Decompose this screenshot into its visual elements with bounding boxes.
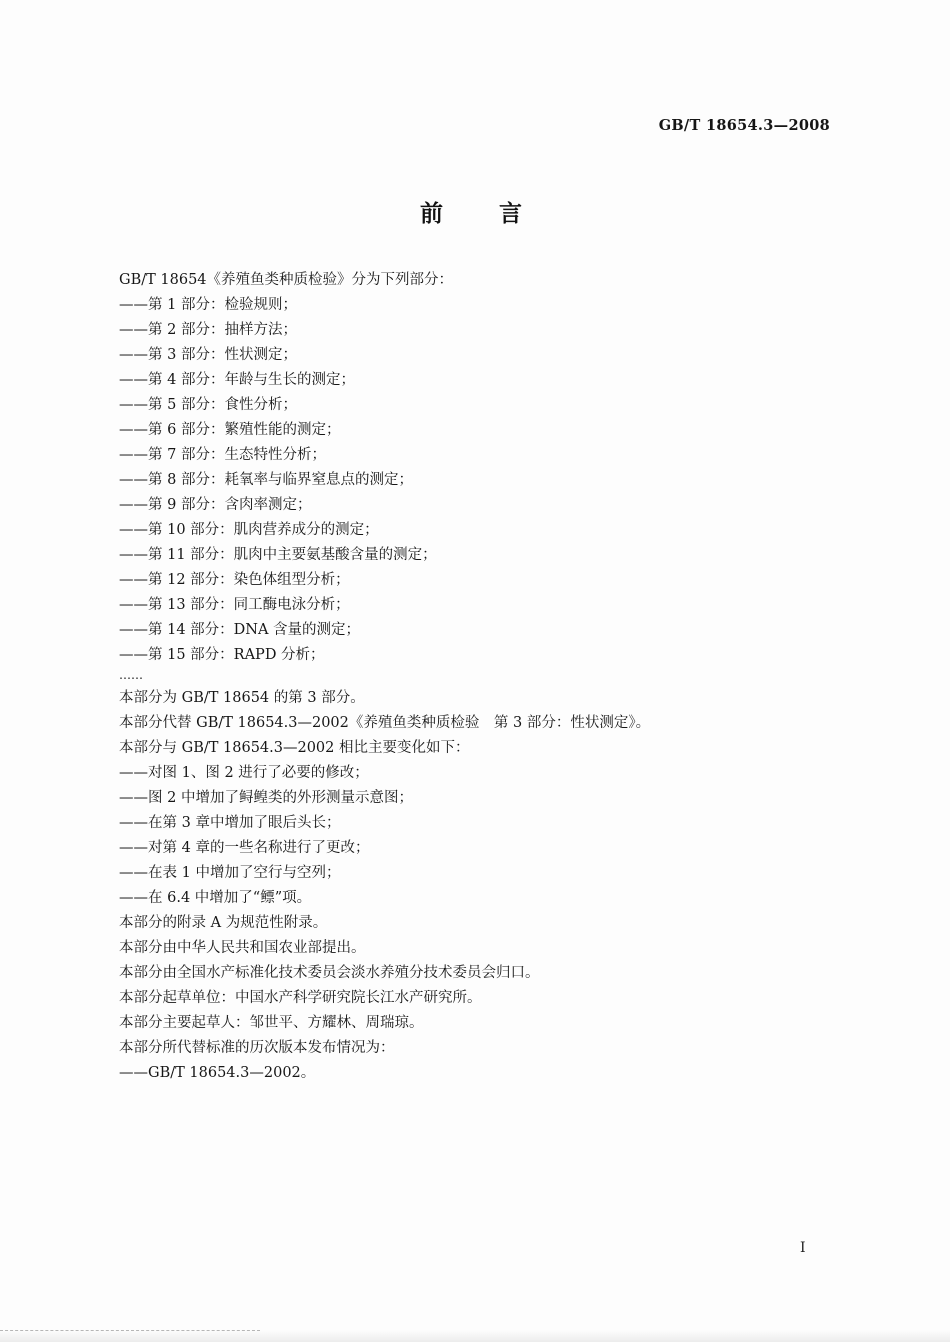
paragraph-line: 本部分主要起草人：邹世平、方耀林、周瑞琼。 xyxy=(119,1015,424,1031)
part-list-item: ——第 1 部分：检验规则； xyxy=(119,297,297,313)
paragraph-line: 本部分与 GB/T 18654.3—2002 相比主要变化如下： xyxy=(119,740,470,756)
ellipsis: …… xyxy=(119,668,143,682)
paragraph-line: 本部分代替 GB/T 18654.3—2002《养殖鱼类种质检验 第 3 部分：性状测定》。 xyxy=(119,715,651,731)
paragraph-line: 本部分的附录 A 为规范性附录。 xyxy=(119,915,328,931)
paragraph-line: 本部分起草单位：中国水产科学研究院长江水产研究所。 xyxy=(119,990,482,1006)
change-list-item: ——对第 4 章的一些名称进行了更改； xyxy=(119,840,370,856)
part-list-item: ——第 2 部分：抽样方法； xyxy=(119,322,297,338)
part-list-item: ——第 7 部分：生态特性分析； xyxy=(119,447,326,463)
part-list-item: ——第 13 部分：同工酶电泳分析； xyxy=(119,597,350,613)
paragraph-line: 本部分为 GB/T 18654 的第 3 部分。 xyxy=(119,690,365,706)
part-list-item: ——第 10 部分：肌肉营养成分的测定； xyxy=(119,522,379,538)
paragraph-line: 本部分由全国水产标准化技术委员会淡水养殖分技术委员会归口。 xyxy=(119,965,540,981)
part-list-item: ——第 5 部分：食性分析； xyxy=(119,397,297,413)
part-list-item: ——第 9 部分：含肉率测定； xyxy=(119,497,312,513)
part-list-item: ——第 15 部分：RAPD 分析； xyxy=(119,647,325,663)
part-list-item: ——第 6 部分：繁殖性能的测定； xyxy=(119,422,341,438)
paragraph-line: 本部分所代替标准的历次版本发布情况为： xyxy=(119,1040,395,1056)
history-list-item: ——GB/T 18654.3—2002。 xyxy=(119,1065,316,1081)
change-list-item: ——在第 3 章中增加了眼后头长； xyxy=(119,815,341,831)
change-list-item: ——图 2 中增加了鲟鳇类的外形测量示意图； xyxy=(119,790,413,806)
part-list-item: ——第 12 部分：染色体组型分析； xyxy=(119,572,350,588)
part-list-item: ——第 11 部分：肌肉中主要氨基酸含量的测定； xyxy=(119,547,437,563)
change-list-item: ——在表 1 中增加了空行与空列； xyxy=(119,865,341,881)
paragraph-line: 本部分由中华人民共和国农业部提出。 xyxy=(119,940,366,956)
change-list-item: ——在 6.4 中增加了“鳔”项。 xyxy=(119,890,312,906)
part-list-item: ——第 4 部分：年龄与生长的测定； xyxy=(119,372,355,388)
foreword-body xyxy=(119,268,840,1086)
standard-code: GB/T 18654.3—2008 xyxy=(658,117,830,134)
part-list-item: ——第 3 部分：性状测定； xyxy=(119,347,297,363)
page-number: I xyxy=(800,1240,806,1256)
part-list-item: ——第 8 部分：耗氧率与临界窒息点的测定； xyxy=(119,472,413,488)
part-list-item: ——第 14 部分：DNA 含量的测定； xyxy=(119,622,361,638)
intro-line: GB/T 18654《养殖鱼类种质检验》分为下列部分： xyxy=(119,272,454,288)
scan-edge-shading xyxy=(0,1330,950,1342)
change-list-item: ——对图 1、图 2 进行了必要的修改； xyxy=(119,765,369,781)
page-title: 前言 xyxy=(420,201,578,227)
